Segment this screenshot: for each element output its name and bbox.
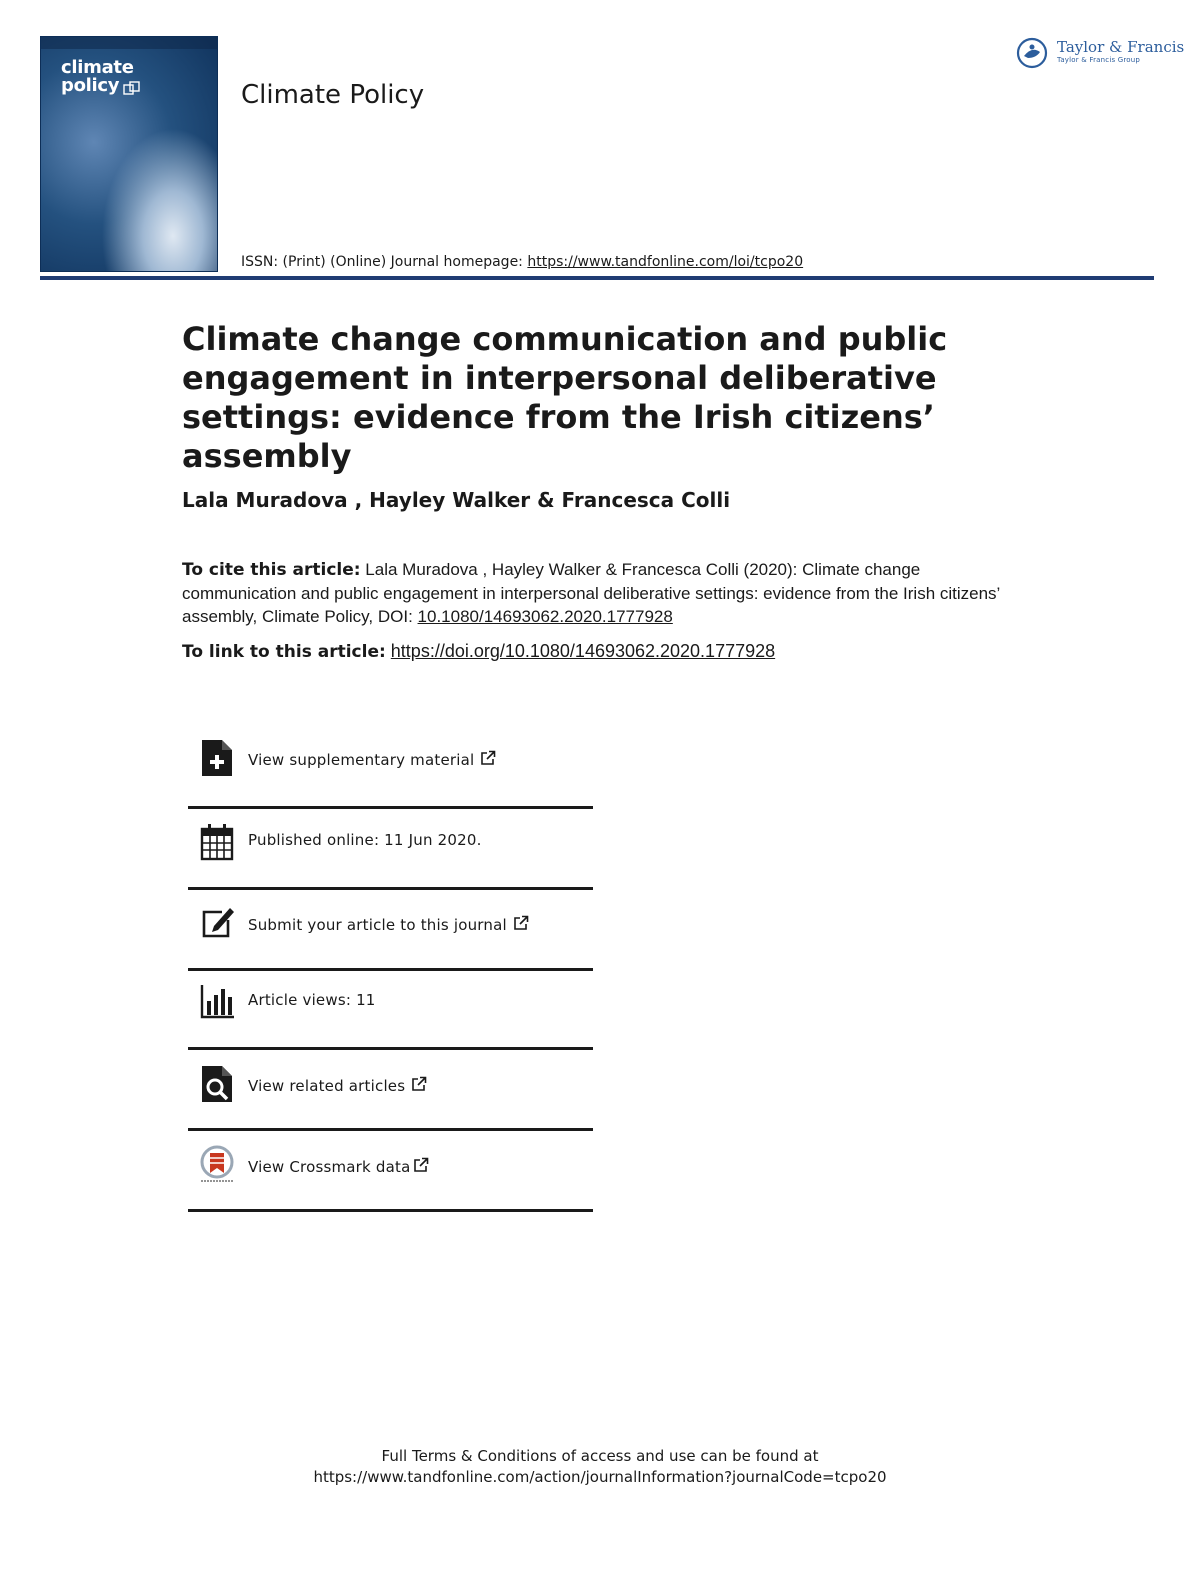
publisher-name: Taylor & Francis: [1057, 38, 1185, 56]
issn-prefix: ISSN: (Print) (Online) Journal homepage:: [241, 254, 523, 270]
cover-title-line1: climate: [61, 57, 134, 78]
supplementary-label: View supplementary material: [248, 751, 475, 769]
issn-line: [241, 254, 803, 270]
info-item-views: [188, 971, 593, 1050]
bar-chart-icon: [200, 981, 234, 1021]
journal-cover-image: [40, 36, 218, 272]
citation-label: To cite this article:: [182, 560, 361, 580]
cover-top-strip: [41, 37, 217, 49]
footer-terms-url[interactable]: https://www.tandfonline.com/action/journalInformation?journalCode=tcpo20: [313, 1468, 887, 1486]
article-info-list: [188, 730, 593, 1212]
external-link-icon: [513, 915, 529, 931]
article-doi-url[interactable]: https://doi.org/10.1080/14693062.2020.1777928: [390, 641, 776, 661]
crossmark-icon: [200, 1145, 234, 1185]
journal-name: Climate Policy: [241, 80, 425, 110]
external-link-icon: [411, 1076, 427, 1092]
cover-title-line2: policy: [61, 75, 120, 96]
info-item-submit[interactable]: [188, 890, 593, 971]
crossmark-label: View Crossmark data: [248, 1158, 411, 1176]
edit-icon: [200, 902, 234, 942]
related-label: View related articles: [248, 1077, 406, 1095]
publisher-subtitle: Taylor & Francis Group: [1057, 56, 1141, 64]
article-link-label: To link to this article:: [182, 642, 386, 662]
add-document-icon: [200, 738, 234, 778]
info-item-crossmark[interactable]: [188, 1131, 593, 1212]
info-text-submit: [248, 915, 529, 934]
citation-text: Lala Muradova , Hayley Walker & Francesca Colli (2020): Climate change communication and public engagement in interpersonal deliberative settings: evidence from the Irish citizens’ assembly, Climate Policy, DOI:: [182, 560, 1000, 626]
citation-doi-link[interactable]: 10.1080/14693062.2020.1777928: [417, 607, 673, 626]
calendar-icon: [200, 823, 234, 863]
journal-homepage-link[interactable]: https://www.tandfonline.com/loi/tcpo20: [527, 254, 804, 270]
article-views-text: Article views: 11: [248, 991, 376, 1009]
cover-squares-icon: [123, 81, 141, 95]
article-authors: Lala Muradova , Hayley Walker & Francesca Colli: [182, 488, 731, 512]
info-item-published: [188, 809, 593, 890]
footer-terms-text: Full Terms & Conditions of access and use can be found at: [381, 1447, 819, 1465]
header-divider: [40, 276, 1154, 280]
article-title: Climate change communication and public engagement in interpersonal deliberative settings: evidence from the Irish citizens’ assembly: [182, 320, 948, 475]
info-text-crossmark: [248, 1157, 429, 1176]
info-item-supplementary[interactable]: [188, 730, 593, 809]
external-link-icon: [413, 1157, 429, 1173]
info-text-supplementary: [248, 750, 496, 769]
info-item-related[interactable]: [188, 1050, 593, 1131]
search-document-icon: [200, 1064, 234, 1104]
published-date-text: Published online: 11 Jun 2020.: [248, 831, 482, 849]
article-link-line: [182, 641, 775, 662]
external-link-icon: [480, 750, 496, 766]
citation-block: [182, 558, 1002, 628]
terms-footer: [0, 1446, 1200, 1488]
info-text-related: [248, 1076, 427, 1095]
submit-label: Submit your article to this journal: [248, 916, 507, 934]
